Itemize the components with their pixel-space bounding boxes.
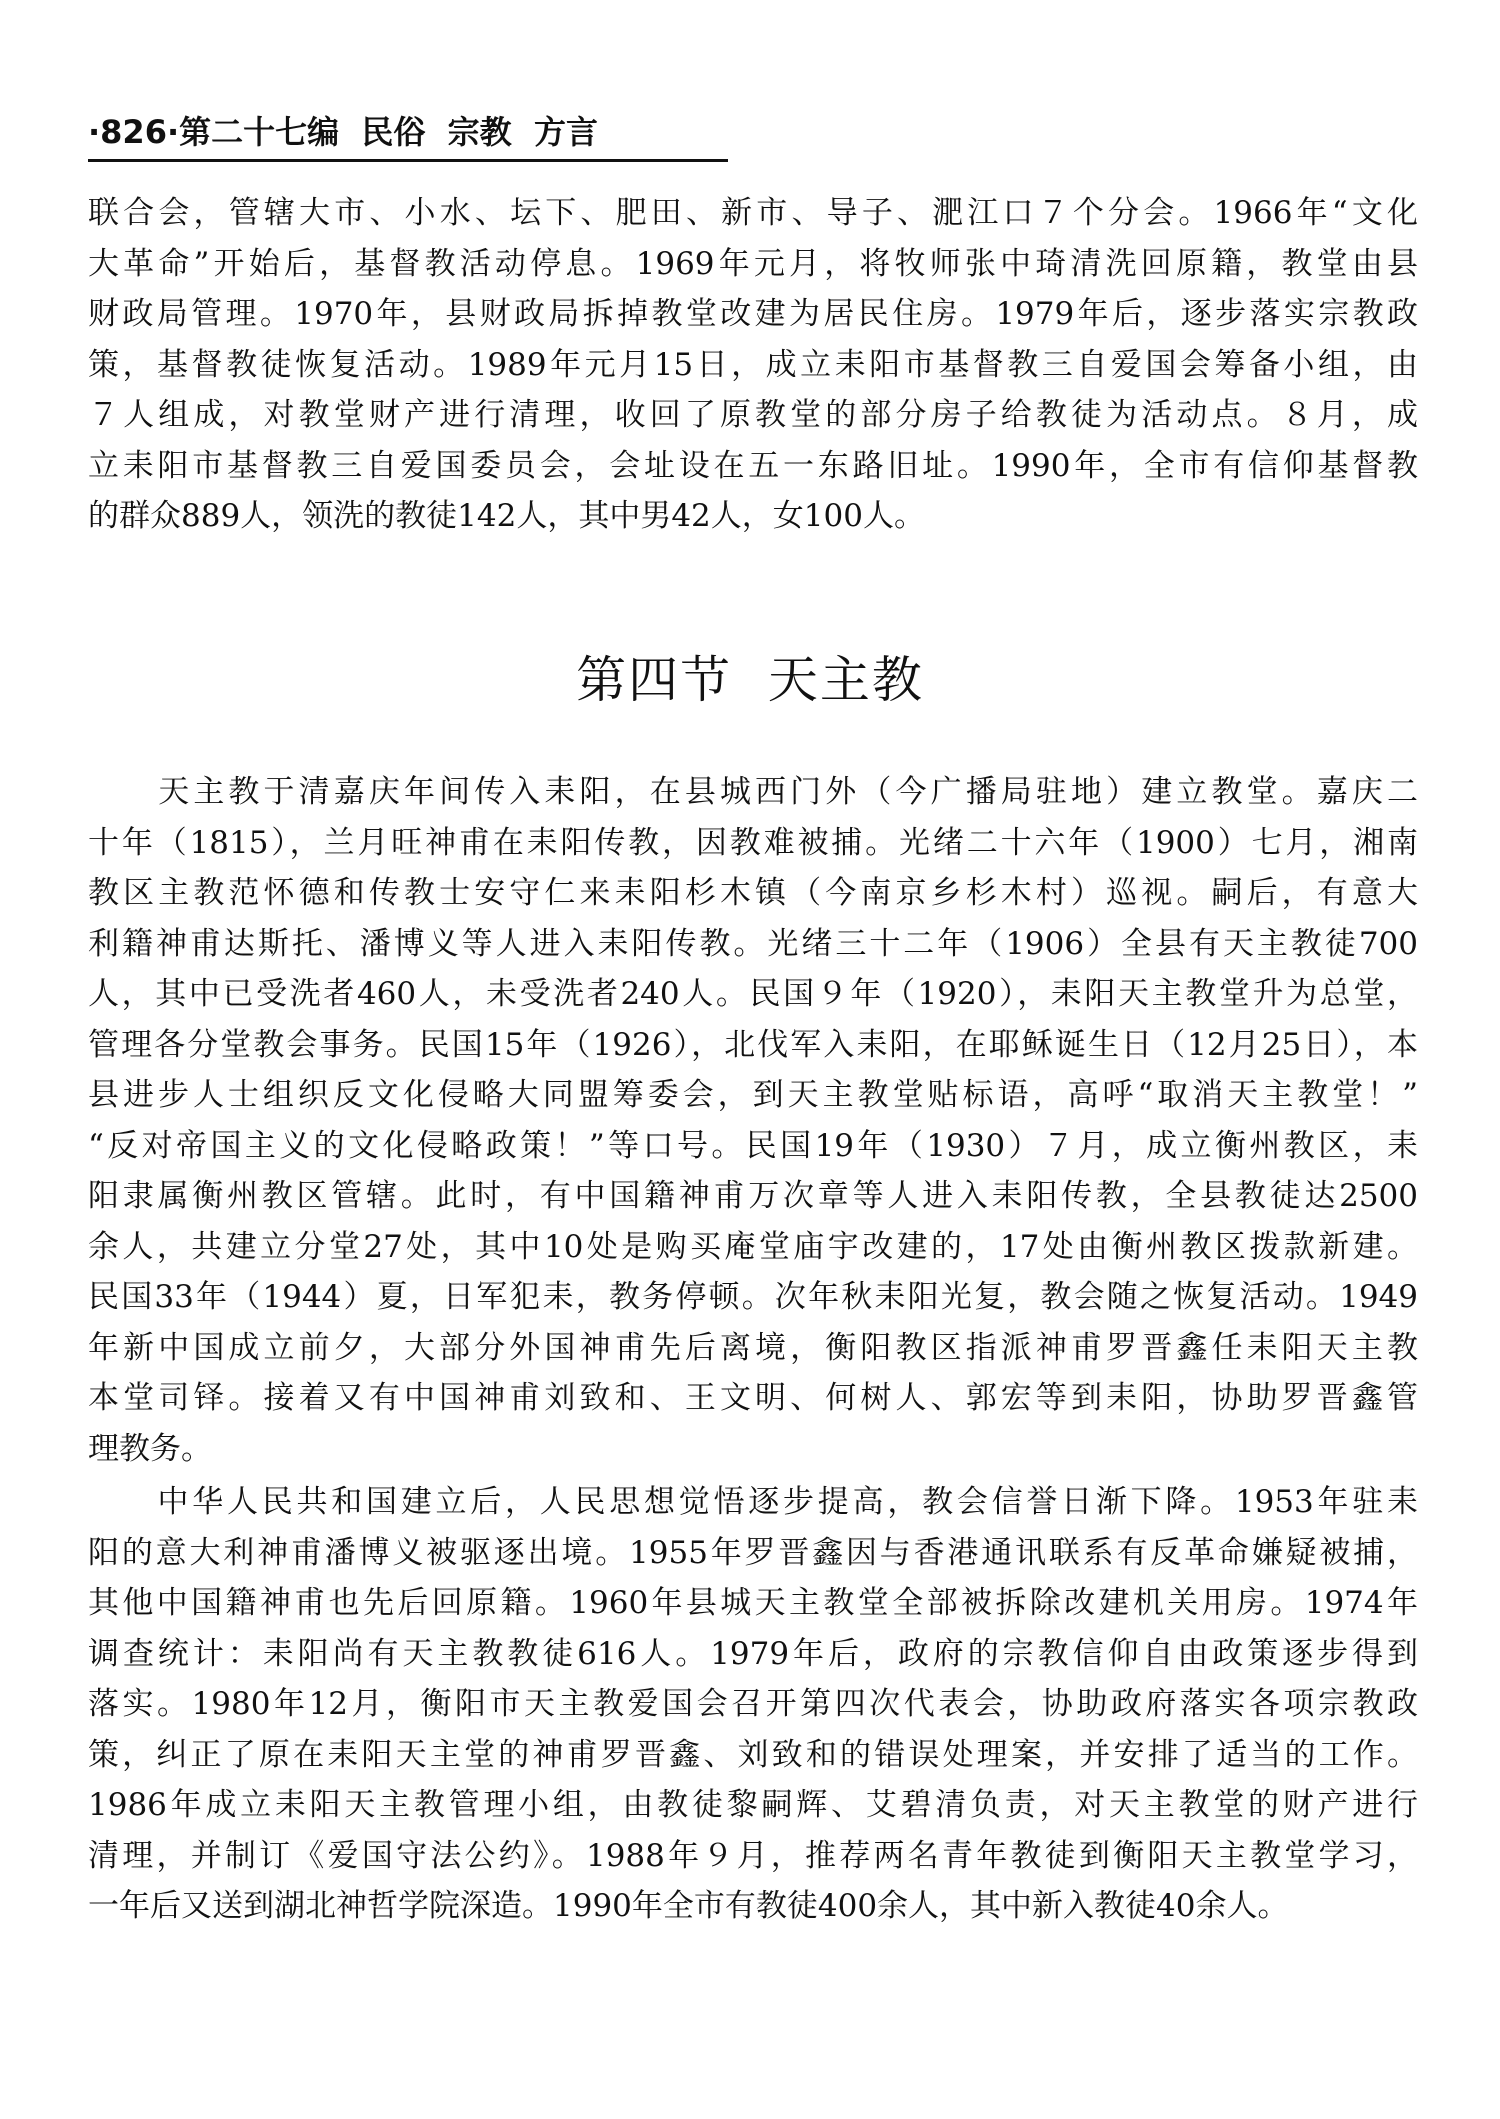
text-line: 其他中国籍神甫也先后回原籍。1960年县城天主教堂全部被拆除改建机关用房。1974年 [88, 1585, 1418, 1621]
text-line: 管理各分堂教会事务。民国15年（1926），北伐军入耒阳，在耶稣诞生日（12月25日），本 [88, 1026, 1418, 1063]
text-line: 天主教于清嘉庆年间传入耒阳，在县城西门外（今广播局驻地）建立教堂。嘉庆二 [88, 774, 1418, 810]
text-line: 大革命”开始后，基督教活动停息。1969年元月，将牧师张中琦清洗回原籍，教堂由县 [88, 245, 1418, 282]
section-title: 第四节 天主教 [576, 651, 924, 709]
text-line: 县进步人士组织反文化侵略大同盟筹委会，到天主教堂贴标语，高呼“取消天主教堂！” [88, 1077, 1418, 1113]
running-head: ·826·第二十七编 民俗 宗教 方言 [88, 105, 728, 162]
text-line: 策，基督教徒恢复活动。1989年元月15日，成立耒阳市基督教三自爱国会筹备小组，由 [88, 346, 1418, 383]
text-line: 1986年成立耒阳天主教管理小组，由教徒黎嗣辉、艾碧清负责，对天主教堂的财产进行 [88, 1787, 1418, 1823]
text-line: 调查统计：耒阳尚有天主教教徒616人。1979年后，政府的宗教信仰自由政策逐步得到 [88, 1635, 1418, 1672]
text-line: 阳的意大利神甫潘博义被驱逐出境。1955年罗晋鑫因与香港通讯联系有反革命嫌疑被捕， [88, 1534, 1418, 1571]
text-line: 阳隶属衡州教区管辖。此时，有中国籍神甫万次章等人进入耒阳传教，全县教徒达2500 [88, 1178, 1418, 1214]
text-line: 教区主教范怀德和传教士安守仁来耒阳杉木镇（今南京乡杉木村）巡视。嗣后，有意大 [88, 875, 1418, 911]
text-line: 理教务。 [88, 1430, 212, 1467]
text-line: 策，纠正了原在耒阳天主堂的神甫罗晋鑫、刘致和的错误处理案，并安排了适当的工作。 [88, 1736, 1418, 1773]
text-line: 的群众889人，领洗的教徒142人，其中男42人，女100人。 [88, 498, 925, 534]
text-line: 财政局管理。1970年，县财政局拆掉教堂改建为居民住房。1979年后，逐步落实宗教政 [88, 296, 1418, 332]
paragraph-catholic-history [88, 767, 1418, 1474]
text-line: 清理，并制订《爱国守法公约》。1988年９月，推荐两名青年教徒到衡阳天主教堂学习， [88, 1837, 1418, 1874]
paragraph-protestant-continuation [88, 188, 1418, 542]
text-line: 落实。1980年12月，衡阳市天主教爱国会召开第四次代表会，协助政府落实各项宗教政 [88, 1686, 1418, 1722]
text-line: “反对帝国主义的文化侵略政策！”等口号。民国19年（1930）７月，成立衡州教区，耒 [88, 1127, 1418, 1164]
text-line: 民国33年（1944）夏，日军犯耒，教务停顿。次年秋耒阳光复，教会随之恢复活动。1949 [88, 1279, 1418, 1315]
text-line: 余人，共建立分堂27处，其中10处是购买庵堂庙宇改建的，17处由衡州教区拨款新建。 [88, 1228, 1418, 1265]
text-line: 立耒阳市基督教三自爱国委员会，会址设在五一东路旧址。1990年，全市有信仰基督教 [88, 447, 1418, 484]
text-line: 利籍神甫达斯托、潘博义等人进入耒阳传教。光绪三十二年（1906）全县有天主教徒700 [88, 925, 1418, 962]
text-line: 联合会，管辖大市、小水、坛下、肥田、新市、导子、淝江口７个分会。1966年“文化 [88, 195, 1418, 231]
text-line: 十年（1815），兰月旺神甫在耒阳传教，因教难被捕。光绪二十六年（1900）七月，湘南 [88, 824, 1418, 861]
text-line: ７人组成，对教堂财产进行清理，收回了原教堂的部分房子给教徒为活动点。８月，成 [88, 397, 1418, 433]
text-line: 本堂司铎。接着又有中国神甫刘致和、王文明、何树人、郭宏等到耒阳，协助罗晋鑫管 [88, 1380, 1418, 1416]
text-line: 年新中国成立前夕，大部分外国神甫先后离境，衡阳教区指派神甫罗晋鑫任耒阳天主教 [88, 1329, 1418, 1366]
text-line: 中华人民共和国建立后，人民思想觉悟逐步提高，教会信誉日渐下降。1953年驻耒 [88, 1484, 1418, 1520]
text-line: 一年后又送到湖北神哲学院深造。1990年全市有教徒400余人，其中新入教徒40余人。 [88, 1888, 1289, 1924]
text-line: 人，其中已受洗者460人，未受洗者240人。民国９年（1920），耒阳天主教堂升为总堂， [88, 976, 1418, 1012]
paragraph-catholic-after-1949 [88, 1477, 1418, 1932]
